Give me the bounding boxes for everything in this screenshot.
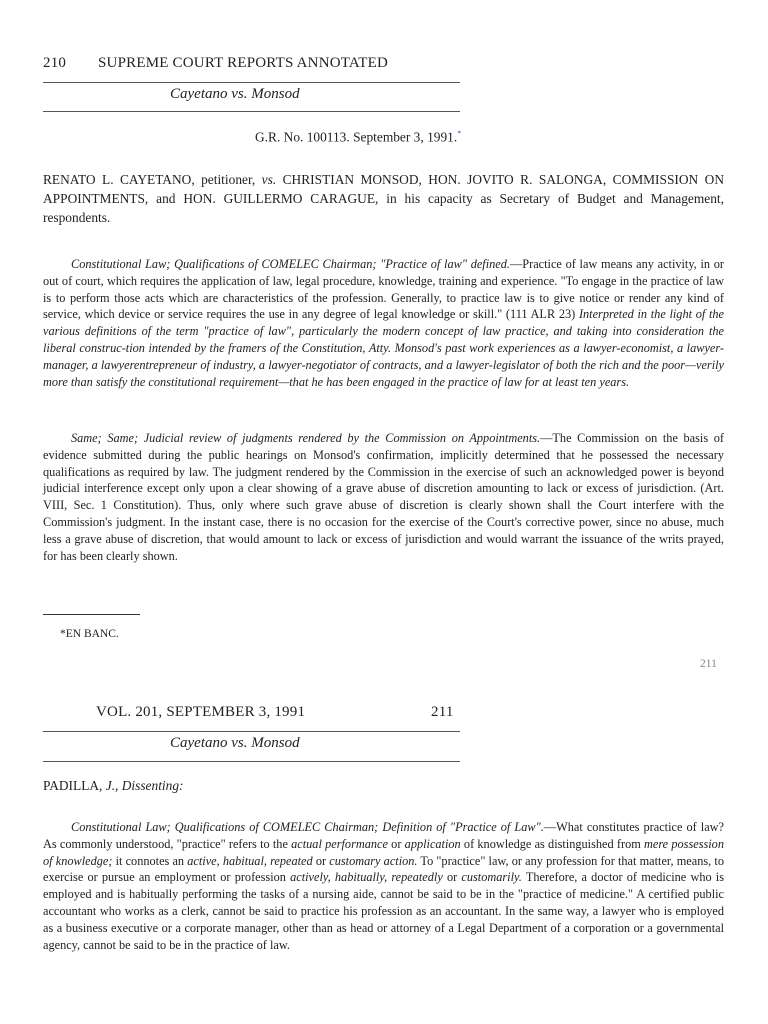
syllabus-text: —The Commission on the basis of evidence submitted during the public hearings on Monsod's confirmation, implicitly determined that he possessed the necessary qualifications as required by law. The judgment rendered by the Commission in the exercise of such an acknowledged power is beyond judicial interference except only upon a clear showing of a grave abuse of discretion amounting to lack or excess of jurisdiction. (Art. VIII, Sec. 1 Constitution). Thus, only where such grave abuse of discretion is clearly shown shall the Court interfere with the Commission's judgment. In the instant case, there is no occasion for the exercise of the Court's corrective power, since no abuse, much less a grave abuse of discretion, that would amount to lack or excess of jurisdiction and would warrant the issuance of the writs prayed, for has been clearly shown. [43,431,724,563]
syllabus-text: of knowledge as distinguished from [460,836,645,851]
emphasis-text: application [404,836,461,851]
case-caption: Cayetano vs. Monsod [170,735,300,751]
syllabus-lead: Constitutional Law; Qualifications of COMELEC Chairman; Definition of "Practice of Law". [71,820,544,834]
emphasis-text: actively, habitually, repeatedly [290,870,443,885]
justice-name: PADILLA, [43,778,106,793]
syllabus-text: —Practice of law means any activity, in or out of court, which requires the application of law, legal procedure, knowledge, training and experience. "To engage in the practice of law is to perform those acts which are characteristics of the profession. Generally, to practice law is to give notice or render any kind of service, which device or service requires the use in any degree of legal knowledge or skill." (111 ALR 23) [43,257,724,322]
header-rule [43,82,460,83]
emphasis-text: mere possession of knowledge; [43,836,724,868]
syllabus-text: or [442,870,462,885]
petitioner-text: RENATO L. CAYETANO, petitioner, [43,172,262,187]
syllabus-text: Therefore, a doctor of medicine who is employed and is habitually performing the tasks of a nursing aide, cannot be said to be in the "practice of medicine." A certified public accountant who works as a clerk, cannot be said to practice his profession as an accountant. In the same way, a lawyer who is employed as a business executive or a corporate manager, other than as head or attorney of a Legal Department of a corporation or a governmental agency, cannot be said to be in the practice of law. [43,870,725,952]
versus-text: vs. [261,172,277,187]
dissent-heading [43,778,183,794]
parties-block [43,170,724,227]
emphasis-text: active, habitual, repeated [187,853,313,868]
next-page-marker: 211 [700,658,717,670]
respondents-text: CHRISTIAN MONSOD, HON. JOVITO R. SALONGA, COMMISSION ON APPOINTMENTS, and HON. GUILLERMO CARAGUE, in his capacity as Secretary of Budget and Management, respondents. [43,172,724,225]
case-caption: Cayetano vs. Monsod [170,86,300,102]
syllabus-text: or [387,836,405,851]
syllabus-tail: Interpreted in the light of the various definitions of the term "practice of law", particularly the modern concept of law practice, and taking into consideration the liberal construc-tion intended by the framers of the Constitution, Atty. Monsod's past work experiences as a lawyer-economist, a lawyer-manager, a lawyerentrepreneur of industry, a lawyer-negotiator of contracts, and a lawyer-legislator of both the rich and the poor—verily more than satisfy the constitutional requirement—that he has been engaged in the practice of law for at least ten years. [43,307,724,389]
syllabus-lead: Constitutional Law; Qualifications of COMELEC Chairman; "Practice of law" defined. [71,257,510,271]
gr-number-line [255,129,461,145]
caption-rule [43,761,460,762]
footnote-text: *EN BANC. [60,628,119,640]
emphasis-text: customary action. [329,853,418,868]
syllabus-text: To "practice" law, or any profession for that matter, means, to exercise or pursue an employment or profession [43,853,724,885]
page-number: 210 [43,55,67,71]
header-rule [43,731,460,732]
syllabus-paragraph-2 [43,430,724,564]
footnote-link[interactable]: * [457,129,462,138]
page-number: 211 [431,704,454,720]
emphasis-text: customarily. [461,870,522,885]
syllabus-text: —What constitutes practice of law? As commonly understood, "practice" refers to the [43,820,725,851]
syllabus-paragraph-1 [43,256,724,390]
emphasis-text: actual performance [291,836,388,851]
syllabus-lead: Same; Same; Judicial review of judgments rendered by the Commission on Appointments. [71,431,541,445]
dissent-label: J., Dissenting: [105,778,184,793]
syllabus-text: or [312,853,330,868]
running-head: SUPREME COURT REPORTS ANNOTATED [98,55,389,71]
running-head: VOL. 201, SEPTEMBER 3, 1991 [96,704,306,720]
gr-number-text: G.R. No. 100113. September 3, 1991. [255,129,458,145]
caption-rule [43,111,460,112]
page-header-1 [43,55,388,72]
footnote-rule [43,614,140,615]
syllabus-text: it connotes an [112,853,188,868]
syllabus-paragraph-3 [43,819,724,953]
